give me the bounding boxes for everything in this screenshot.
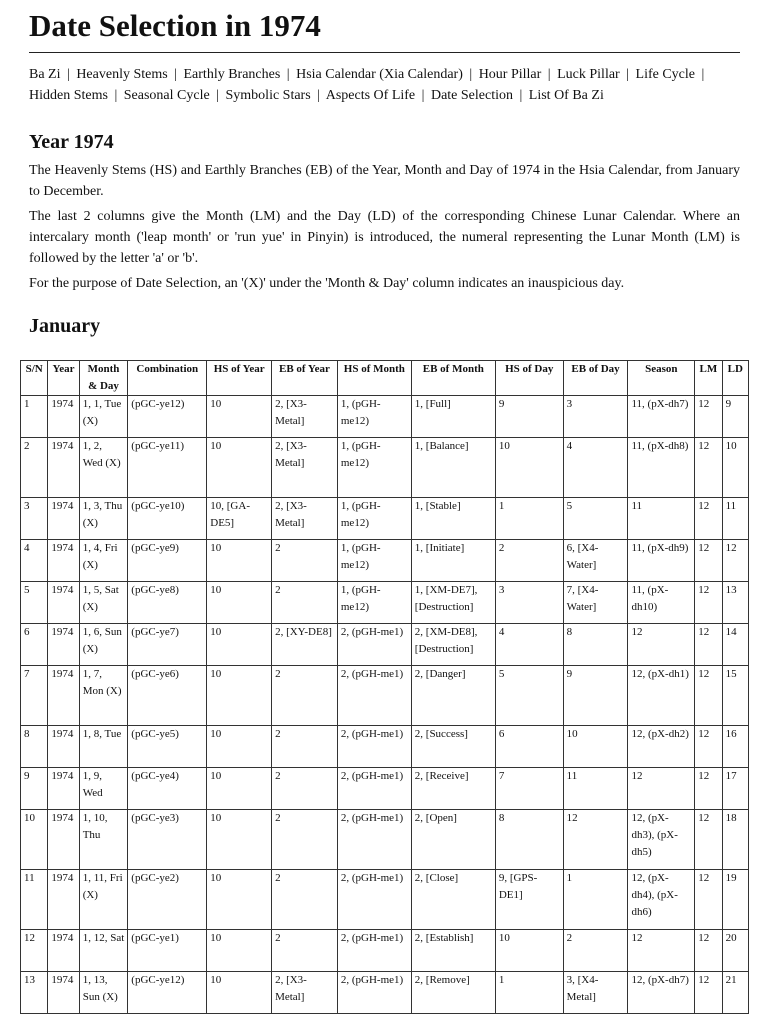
table-cell: 12 — [722, 540, 748, 582]
table-cell: 2, (pGH-me1) — [337, 870, 411, 930]
table-cell: 13 — [722, 582, 748, 624]
nav-separator: | — [174, 67, 177, 82]
table-cell: 10 — [722, 438, 748, 498]
nav-link[interactable]: Seasonal Cycle — [123, 88, 210, 103]
table-cell: 3 — [563, 396, 628, 438]
table-cell: 2 — [272, 666, 338, 726]
nav-link[interactable]: Symbolic Stars — [225, 88, 311, 103]
table-cell: (pGC-ye11) — [128, 438, 207, 498]
nav-link[interactable]: Hidden Stems — [29, 88, 108, 103]
table-cell: 16 — [722, 726, 748, 768]
table-cell: 6 — [21, 624, 48, 666]
table-cell: 1974 — [48, 624, 79, 666]
nav-link[interactable]: Hour Pillar — [478, 67, 542, 82]
table-cell: 9, [GPS-DE1] — [495, 870, 563, 930]
table-cell: 1, 7, Mon (X) — [79, 666, 128, 726]
table-cell: 12 — [695, 582, 722, 624]
table-cell: 10 — [207, 396, 272, 438]
table-cell: 2, [Open] — [411, 810, 495, 870]
table-cell: 2, (pGH-me1) — [337, 930, 411, 972]
table-cell: 1, 1, Tue (X) — [79, 396, 128, 438]
table-cell: 11 — [563, 768, 628, 810]
table-cell: 2 — [272, 768, 338, 810]
table-cell: 2, (pGH-me1) — [337, 624, 411, 666]
table-cell: 10 — [207, 624, 272, 666]
table-cell: 1, 12, Sat — [79, 930, 128, 972]
nav-link[interactable]: Aspects Of Life — [325, 88, 416, 103]
table-row — [21, 624, 749, 666]
table-cell: 12, (pX-dh3), (pX-dh5) — [628, 810, 695, 870]
table-cell: 19 — [722, 870, 748, 930]
table-cell: 2, [X3-Metal] — [272, 438, 338, 498]
table-cell: 10 — [207, 540, 272, 582]
table-cell: 1, 8, Tue — [79, 726, 128, 768]
column-header: HS of Day — [495, 361, 563, 396]
table-cell: 14 — [722, 624, 748, 666]
nav-separator: | — [317, 88, 320, 103]
column-header: Season — [628, 361, 695, 396]
table-cell: 11 — [21, 870, 48, 930]
table-cell: (pGC-ye9) — [128, 540, 207, 582]
table-cell: 2 — [272, 540, 338, 582]
nav-separator: | — [519, 88, 523, 103]
table-cell: 12 — [695, 624, 722, 666]
nav-separator: | — [114, 88, 118, 103]
table-cell: 11, (pX-dh9) — [628, 540, 695, 582]
table-cell: 2, [Success] — [411, 726, 495, 768]
nav-separator: | — [701, 67, 705, 82]
table-cell: 6 — [495, 726, 563, 768]
table-cell: 7, [X4-Water] — [563, 582, 628, 624]
table-cell: 12 — [628, 624, 695, 666]
table-cell: 11, (pX-dh7) — [628, 396, 695, 438]
table-row — [21, 498, 749, 540]
table-cell: 1, 3, Thu (X) — [79, 498, 128, 540]
table-cell: 12 — [695, 972, 722, 1014]
table-cell: 2 — [272, 810, 338, 870]
column-header: HS of Month — [337, 361, 411, 396]
table-cell: 2, (pGH-me1) — [337, 666, 411, 726]
table-cell: 21 — [722, 972, 748, 1014]
table-cell: 1, (pGH-me12) — [337, 498, 411, 540]
table-cell: 12 — [695, 498, 722, 540]
table-cell: 7 — [21, 666, 48, 726]
table-cell: 1, (pGH-me12) — [337, 396, 411, 438]
column-header: EB of Day — [563, 361, 628, 396]
page — [29, 0, 740, 338]
table-cell: 1, 6, Sun (X) — [79, 624, 128, 666]
table-cell: 9 — [21, 768, 48, 810]
table-cell: 17 — [722, 768, 748, 810]
table-cell: 4 — [21, 540, 48, 582]
table-cell: 1, (pGH-me12) — [337, 540, 411, 582]
table-row — [21, 972, 749, 1014]
table-cell: 10 — [207, 870, 272, 930]
table-cell: 12, (pX-dh4), (pX-dh6) — [628, 870, 695, 930]
table-cell: 1974 — [48, 726, 79, 768]
table-row — [21, 540, 749, 582]
table-cell: 12, (pX-dh1) — [628, 666, 695, 726]
table-cell: 9 — [563, 666, 628, 726]
table-cell: 1974 — [48, 666, 79, 726]
table-cell: 2 — [21, 438, 48, 498]
table-cell: 11 — [628, 498, 695, 540]
table-cell: 1974 — [48, 438, 79, 498]
table-cell: 1, 13, Sun (X) — [79, 972, 128, 1014]
table-cell: 1, 11, Fri (X) — [79, 870, 128, 930]
table-cell: 2 — [272, 870, 338, 930]
table-cell: 1974 — [48, 930, 79, 972]
table-cell: (pGC-ye8) — [128, 582, 207, 624]
nav-separator: | — [67, 67, 70, 82]
table-row — [21, 810, 749, 870]
table-row — [21, 396, 749, 438]
table-cell: 10 — [495, 930, 563, 972]
nav-link[interactable]: Date Selection — [430, 88, 513, 103]
table-cell: 8 — [495, 810, 563, 870]
table-cell: (pGC-ye5) — [128, 726, 207, 768]
table-row — [21, 438, 749, 498]
table-cell: 2, [Receive] — [411, 768, 495, 810]
table-cell: 5 — [495, 666, 563, 726]
nav-separator: | — [626, 67, 630, 82]
table-cell: 12 — [563, 810, 628, 870]
column-header: EB of Year — [272, 361, 338, 396]
table-row — [21, 930, 749, 972]
column-header: LD — [722, 361, 748, 396]
table-cell: (pGC-ye4) — [128, 768, 207, 810]
table-cell: 2, (pGH-me1) — [337, 768, 411, 810]
column-header: LM — [695, 361, 722, 396]
table-row — [21, 666, 749, 726]
table-cell: 10 — [21, 810, 48, 870]
column-header: HS of Year — [207, 361, 272, 396]
intro-paragraph-2: The last 2 columns give the Month (LM) and the Day (LD) of the corresponding Chinese Lunar Calendar. Where an intercalary month ('leap month' or 'run yue' in Pinyin) is introduced, the numeral representing the Lunar Month (LM) is followed by the letter 'a' or 'b'. — [29, 209, 740, 266]
table-cell: 1974 — [48, 810, 79, 870]
table-cell: 12 — [21, 930, 48, 972]
nav-link[interactable]: Hsia Calendar (Xia Calendar) — [296, 67, 463, 82]
table-cell: 11, (pX-dh8) — [628, 438, 695, 498]
table-cell: 1, (pGH-me12) — [337, 582, 411, 624]
intro-paragraph-3: For the purpose of Date Selection, an '(X)' under the 'Month & Day' column indicates an inauspicious day. — [29, 276, 625, 291]
column-header: Month & Day — [79, 361, 128, 396]
table-cell: 2 — [272, 726, 338, 768]
table-cell: 10 — [207, 768, 272, 810]
table-cell: 1, 2, Wed (X) — [79, 438, 128, 498]
table-cell: 1974 — [48, 870, 79, 930]
table-cell: (pGC-ye7) — [128, 624, 207, 666]
table-cell: 9 — [495, 396, 563, 438]
table-cell: 1974 — [48, 498, 79, 540]
table-cell: (pGC-ye1) — [128, 930, 207, 972]
table-cell: 10 — [207, 666, 272, 726]
table-cell: 2, (pGH-me1) — [337, 726, 411, 768]
intro — [29, 160, 740, 294]
nav-link[interactable]: Life Cycle — [635, 67, 696, 82]
column-header: EB of Month — [411, 361, 495, 396]
column-header: S/N — [21, 361, 48, 396]
nav-separator: | — [421, 88, 425, 103]
table-cell: 12, (pX-dh7) — [628, 972, 695, 1014]
table-cell: 1, 9, Wed — [79, 768, 128, 810]
table-cell: 20 — [722, 930, 748, 972]
nav-link[interactable]: List Of Ba Zi — [528, 88, 604, 103]
table-cell: 2 — [563, 930, 628, 972]
table-cell: 4 — [563, 438, 628, 498]
table-cell: 12 — [695, 768, 722, 810]
table-cell: 2 — [272, 930, 338, 972]
table-cell: 12, (pX-dh2) — [628, 726, 695, 768]
intro-paragraph-1: The Heavenly Stems (HS) and Earthly Branches (EB) of the Year, Month and Day of 1974 in the Hsia Calendar, from January to December. — [29, 163, 740, 199]
table-row — [21, 870, 749, 930]
table-cell: 10, [GA-DE5] — [207, 498, 272, 540]
table-cell: 8 — [21, 726, 48, 768]
table-cell: (pGC-ye2) — [128, 870, 207, 930]
table-row — [21, 582, 749, 624]
table-cell: 13 — [21, 972, 48, 1014]
table-cell: 12 — [695, 666, 722, 726]
table-cell: 5 — [563, 498, 628, 540]
table-cell: 3 — [495, 582, 563, 624]
nav-separator: | — [547, 67, 551, 82]
table-cell: 1974 — [48, 768, 79, 810]
page-title: Date Selection in 1974 — [29, 8, 740, 53]
table-cell: 1, [Stable] — [411, 498, 495, 540]
table-cell: 2 — [272, 582, 338, 624]
table-cell: 8 — [563, 624, 628, 666]
table-row — [21, 726, 749, 768]
table-cell: 1974 — [48, 396, 79, 438]
table-cell: (pGC-ye12) — [128, 396, 207, 438]
table-cell: 1974 — [48, 540, 79, 582]
table-cell: 1 — [495, 972, 563, 1014]
nav-separator: | — [216, 88, 219, 103]
table-cell: 3, [X4-Metal] — [563, 972, 628, 1014]
column-header: Combination — [128, 361, 207, 396]
nav-link[interactable]: Heavenly Stems — [76, 67, 168, 82]
table-cell: 3 — [21, 498, 48, 540]
table-cell: 10 — [207, 438, 272, 498]
table-cell: 11, (pX-dh10) — [628, 582, 695, 624]
table-cell: 1, [XM-DE7], [Destruction] — [411, 582, 495, 624]
nav-separator: | — [286, 67, 290, 82]
table-cell: 10 — [495, 438, 563, 498]
date-table — [20, 360, 749, 1014]
table-cell: 10 — [207, 972, 272, 1014]
table-cell: 12 — [695, 540, 722, 582]
table-header-row — [21, 361, 749, 396]
nav-link[interactable]: Luck Pillar — [557, 67, 620, 82]
table-cell: 6, [X4-Water] — [563, 540, 628, 582]
table-cell: 5 — [21, 582, 48, 624]
table-cell: 2, (pGH-me1) — [337, 972, 411, 1014]
table-cell: 1, 10, Thu — [79, 810, 128, 870]
table-cell: 10 — [207, 930, 272, 972]
table-cell: 2, [Establish] — [411, 930, 495, 972]
column-header: Year — [48, 361, 79, 396]
table-cell: 12 — [695, 396, 722, 438]
table-cell: 18 — [722, 810, 748, 870]
table-cell: 2, [XY-DE8] — [272, 624, 338, 666]
table-cell: 10 — [563, 726, 628, 768]
table-cell: 2, [X3-Metal] — [272, 396, 338, 438]
table-cell: 7 — [495, 768, 563, 810]
table-cell: (pGC-ye12) — [128, 972, 207, 1014]
table-cell: (pGC-ye10) — [128, 498, 207, 540]
table-cell: 2, (pGH-me1) — [337, 810, 411, 870]
nav-links — [29, 64, 740, 106]
table-cell: (pGC-ye3) — [128, 810, 207, 870]
table-cell: 2, [XM-DE8], [Destruction] — [411, 624, 495, 666]
table-cell: 12 — [695, 810, 722, 870]
table-cell: 1, [Initiate] — [411, 540, 495, 582]
table-cell: 1, 4, Fri (X) — [79, 540, 128, 582]
table-cell: 2 — [495, 540, 563, 582]
table-cell: 12 — [628, 768, 695, 810]
table-cell: 10 — [207, 810, 272, 870]
table-cell: 12 — [695, 726, 722, 768]
table-cell: 1 — [563, 870, 628, 930]
table-cell: 2, [Close] — [411, 870, 495, 930]
table-cell: 4 — [495, 624, 563, 666]
table-cell: 12 — [695, 930, 722, 972]
table-cell: 15 — [722, 666, 748, 726]
nav-link[interactable]: Earthly Branches — [183, 67, 281, 82]
table-cell: 2, [X3-Metal] — [272, 972, 338, 1014]
table-cell: 1 — [495, 498, 563, 540]
month-heading: January — [29, 315, 101, 337]
table-cell: 1, [Balance] — [411, 438, 495, 498]
table-cell: 12 — [695, 438, 722, 498]
table-cell: (pGC-ye6) — [128, 666, 207, 726]
year-heading: Year 1974 — [29, 131, 114, 153]
table-cell: 1, (pGH-me12) — [337, 438, 411, 498]
table-cell: 12 — [628, 930, 695, 972]
table-cell: 11 — [722, 498, 748, 540]
table-cell: 10 — [207, 726, 272, 768]
table-cell: 10 — [207, 582, 272, 624]
table-cell: 1, [Full] — [411, 396, 495, 438]
table-cell: 1974 — [48, 972, 79, 1014]
table-cell: 2, [Remove] — [411, 972, 495, 1014]
table-body — [21, 396, 749, 1014]
table-cell: 1, 5, Sat (X) — [79, 582, 128, 624]
table-row — [21, 768, 749, 810]
table-cell: 9 — [722, 396, 748, 438]
table-cell: 2, [X3-Metal] — [272, 498, 338, 540]
nav-link[interactable]: Ba Zi — [29, 67, 61, 82]
table-cell: 1 — [21, 396, 48, 438]
table-cell: 12 — [695, 870, 722, 930]
nav-separator: | — [469, 67, 473, 82]
table-cell: 1974 — [48, 582, 79, 624]
table-cell: 2, [Danger] — [411, 666, 495, 726]
